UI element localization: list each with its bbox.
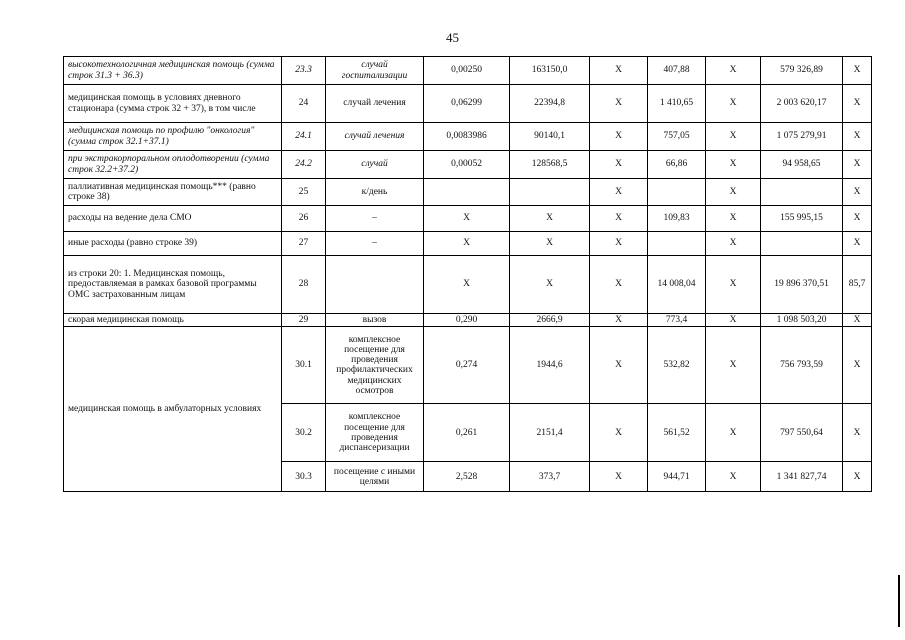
cell-per-capita-budget: Х xyxy=(590,151,648,179)
row-unit: к/день xyxy=(326,179,424,206)
cell-cost-norm: 2151,4 xyxy=(510,404,590,462)
cell-per-capita-oms xyxy=(648,179,706,206)
cell-cost-norm xyxy=(510,179,590,206)
margin-mark xyxy=(898,575,900,627)
table-row xyxy=(64,179,872,206)
row-unit xyxy=(326,256,424,314)
cell-per-capita-budget: Х xyxy=(590,256,648,314)
financing-table xyxy=(63,56,872,492)
row-unit: комплексное посещение для проведения профилактических медицинских осмотров xyxy=(326,327,424,404)
cell-cost-oms: 579 326,89 xyxy=(761,57,843,85)
cell-volume-norm: Х xyxy=(424,206,510,232)
cell-cost-budget: Х xyxy=(706,85,761,123)
cell-per-capita-budget: Х xyxy=(590,232,648,256)
table-row xyxy=(64,314,872,327)
table-row xyxy=(64,206,872,232)
cell-cost-norm: 128568,5 xyxy=(510,151,590,179)
row-number: 24.1 xyxy=(282,123,326,151)
cell-cost-norm: Х xyxy=(510,256,590,314)
cell-per-capita-budget: Х xyxy=(590,404,648,462)
cell-cost-oms: 1 098 503,20 xyxy=(761,314,843,327)
cell-per-capita-budget: Х xyxy=(590,327,648,404)
cell-cost-norm: 2666,9 xyxy=(510,314,590,327)
cell-cost-oms: 155 995,15 xyxy=(761,206,843,232)
row-number: 27 xyxy=(282,232,326,256)
cell-per-capita-budget: Х xyxy=(590,123,648,151)
cell-per-capita-budget: Х xyxy=(590,85,648,123)
row-unit: вызов xyxy=(326,314,424,327)
cell-cost-budget: Х xyxy=(706,179,761,206)
cell-cost-budget: Х xyxy=(706,327,761,404)
cell-volume-norm: 0,290 xyxy=(424,314,510,327)
cell-share: Х xyxy=(843,232,872,256)
table-row xyxy=(64,57,872,85)
row-number: 26 xyxy=(282,206,326,232)
cell-per-capita-budget: Х xyxy=(590,462,648,492)
cell-volume-norm: 0,261 xyxy=(424,404,510,462)
row-unit: – xyxy=(326,232,424,256)
row-number: 30.3 xyxy=(282,462,326,492)
cell-cost-oms: 2 003 620,17 xyxy=(761,85,843,123)
page-number: 45 xyxy=(446,30,459,45)
row-name: медицинская помощь по профилю "онкология" (сумма строк 32.1+37.1) xyxy=(64,123,282,151)
cell-per-capita-oms: 944,71 xyxy=(648,462,706,492)
cell-per-capita-budget: Х xyxy=(590,179,648,206)
cell-cost-norm: 1944,6 xyxy=(510,327,590,404)
cell-per-capita-oms: 14 008,04 xyxy=(648,256,706,314)
cell-share: Х xyxy=(843,462,872,492)
cell-cost-oms xyxy=(761,232,843,256)
cell-volume-norm: 0,00052 xyxy=(424,151,510,179)
cell-cost-oms xyxy=(761,179,843,206)
cell-per-capita-oms: 407,88 xyxy=(648,57,706,85)
cell-cost-oms: 1 075 279,91 xyxy=(761,123,843,151)
row-number: 24.2 xyxy=(282,151,326,179)
row-number: 29 xyxy=(282,314,326,327)
row-name: паллиативная медицинская помощь*** (равно строке 38) xyxy=(64,179,282,206)
cell-volume-norm: Х xyxy=(424,256,510,314)
cell-volume-norm: 0,00250 xyxy=(424,57,510,85)
cell-cost-budget: Х xyxy=(706,232,761,256)
row-number: 30.1 xyxy=(282,327,326,404)
row-name: из строки 20: 1. Медицинская помощь, предоставляемая в рамках базовой программы ОМС застрахованным лицам xyxy=(64,256,282,314)
row-number: 30.2 xyxy=(282,404,326,462)
row-unit: случай лечения xyxy=(326,123,424,151)
cell-share: Х xyxy=(843,327,872,404)
cell-per-capita-oms: 66,86 xyxy=(648,151,706,179)
cell-cost-oms: 1 341 827,74 xyxy=(761,462,843,492)
table-row xyxy=(64,85,872,123)
cell-share: Х xyxy=(843,314,872,327)
cell-cost-budget: Х xyxy=(706,151,761,179)
row-number: 28 xyxy=(282,256,326,314)
row-unit: – xyxy=(326,206,424,232)
cell-volume-norm: 2,528 xyxy=(424,462,510,492)
cell-share: Х xyxy=(843,85,872,123)
table-row xyxy=(64,123,872,151)
cell-share: Х xyxy=(843,179,872,206)
row-number: 25 xyxy=(282,179,326,206)
row-name: при экстракорпоральном оплодотворении (сумма строк 32.2+37.2) xyxy=(64,151,282,179)
table-row xyxy=(64,151,872,179)
cell-cost-norm: 163150,0 xyxy=(510,57,590,85)
cell-cost-budget: Х xyxy=(706,404,761,462)
cell-per-capita-oms: 773,4 xyxy=(648,314,706,327)
cell-per-capita-budget: Х xyxy=(590,57,648,85)
cell-volume-norm: Х xyxy=(424,232,510,256)
cell-cost-norm: 373,7 xyxy=(510,462,590,492)
cell-cost-budget: Х xyxy=(706,123,761,151)
cell-cost-budget: Х xyxy=(706,206,761,232)
table-row xyxy=(64,327,872,404)
cell-share: Х xyxy=(843,123,872,151)
cell-cost-budget: Х xyxy=(706,57,761,85)
cell-share: Х xyxy=(843,57,872,85)
row-number: 24 xyxy=(282,85,326,123)
cell-share: 85,7 xyxy=(843,256,872,314)
row-unit: комплексное посещение для проведения диспансеризации xyxy=(326,404,424,462)
cell-per-capita-oms xyxy=(648,232,706,256)
row-name: скорая медицинская помощь xyxy=(64,314,282,327)
row-name: медицинская помощь в условиях дневного стационара (сумма строк 32 + 37), в том числе xyxy=(64,85,282,123)
cell-cost-norm: Х xyxy=(510,232,590,256)
cell-cost-budget: Х xyxy=(706,462,761,492)
cell-cost-budget: Х xyxy=(706,314,761,327)
cell-volume-norm: 0,06299 xyxy=(424,85,510,123)
cell-cost-budget: Х xyxy=(706,256,761,314)
cell-per-capita-budget: Х xyxy=(590,206,648,232)
cell-share: Х xyxy=(843,206,872,232)
cell-per-capita-oms: 109,83 xyxy=(648,206,706,232)
cell-cost-norm: 22394,8 xyxy=(510,85,590,123)
row-name: иные расходы (равно строке 39) xyxy=(64,232,282,256)
row-unit: посещение с иными целями xyxy=(326,462,424,492)
row-unit: случай госпитализации xyxy=(326,57,424,85)
cell-volume-norm xyxy=(424,179,510,206)
cell-per-capita-oms: 757,05 xyxy=(648,123,706,151)
cell-per-capita-oms: 1 410,65 xyxy=(648,85,706,123)
table-row xyxy=(64,232,872,256)
cell-cost-oms: 797 550,64 xyxy=(761,404,843,462)
row-unit: случай лечения xyxy=(326,85,424,123)
cell-per-capita-oms: 532,82 xyxy=(648,327,706,404)
cell-per-capita-budget: Х xyxy=(590,314,648,327)
row-name: высокотехнологичная медицинская помощь (сумма строк 31.3 + 36.3) xyxy=(64,57,282,85)
cell-per-capita-oms: 561,52 xyxy=(648,404,706,462)
cell-cost-norm: 90140,1 xyxy=(510,123,590,151)
cell-cost-oms: 19 896 370,51 xyxy=(761,256,843,314)
row-name: расходы на ведение дела СМО xyxy=(64,206,282,232)
cell-volume-norm: 0,274 xyxy=(424,327,510,404)
group-name: медицинская помощь в амбулаторных условиях xyxy=(64,327,282,492)
cell-cost-oms: 756 793,59 xyxy=(761,327,843,404)
table-row xyxy=(64,256,872,314)
row-number: 23.3 xyxy=(282,57,326,85)
cell-share: Х xyxy=(843,404,872,462)
cell-share: Х xyxy=(843,151,872,179)
row-unit: случай xyxy=(326,151,424,179)
cell-volume-norm: 0,0083986 xyxy=(424,123,510,151)
cell-cost-norm: Х xyxy=(510,206,590,232)
cell-cost-oms: 94 958,65 xyxy=(761,151,843,179)
